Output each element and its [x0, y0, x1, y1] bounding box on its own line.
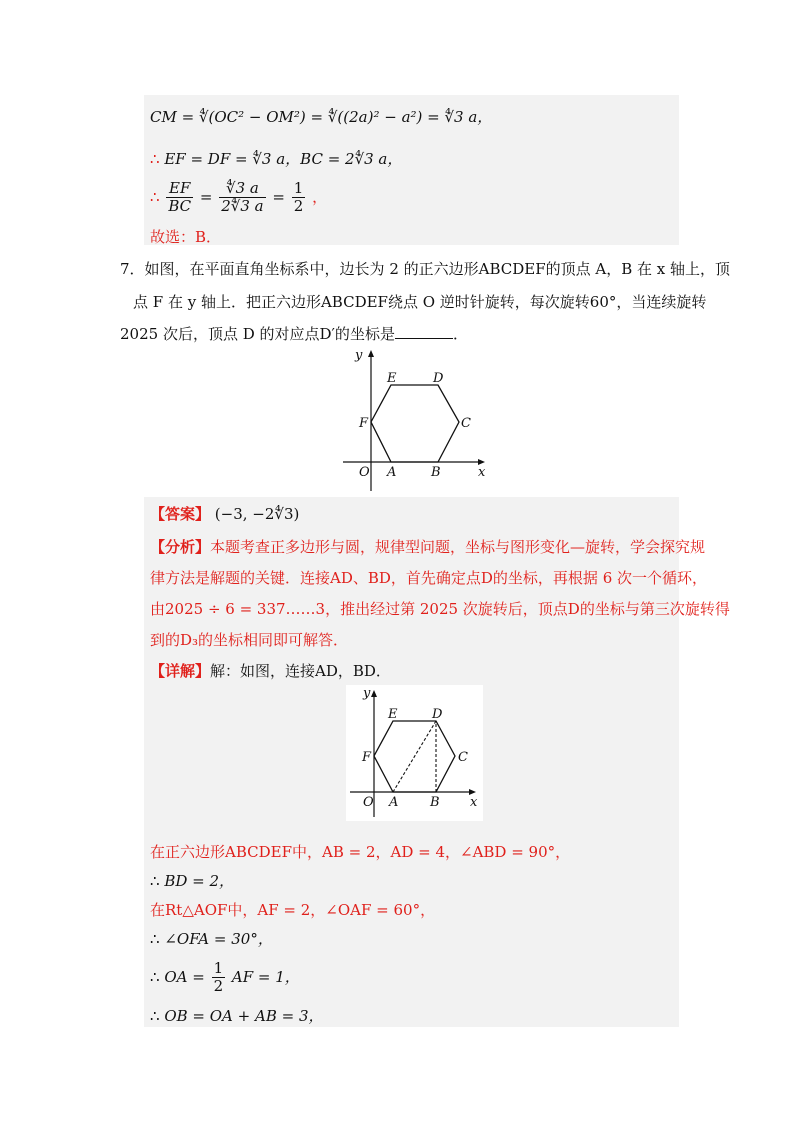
label-c: C	[458, 750, 468, 765]
therefore-symbol: ∴	[150, 1007, 160, 1025]
label-x: x	[470, 795, 478, 810]
detail-tag: 【详解】	[150, 662, 211, 680]
solution-line-cm: CM = ∜(OC² − OM²) = ∜((2a)² − a²) = ∜3 a，	[150, 108, 493, 126]
question-text: 2025 次后，顶点 D 的对应点D′的坐标是	[120, 325, 395, 343]
detail-step-4	[150, 930, 273, 948]
y-axis-arrow	[371, 690, 377, 697]
label-b: B	[431, 465, 441, 480]
analysis-text: 本题考查正多边形与圆，规律型问题，坐标与图形变化—旋转，学会探究规	[210, 538, 706, 556]
equals-sign: =	[199, 187, 213, 206]
detail-intro: 解：如图，连接AD，BD．	[210, 662, 391, 680]
therefore-symbol: ∴	[150, 930, 160, 948]
af-text: AF = 1，	[231, 967, 300, 986]
label-o: O	[363, 795, 374, 810]
solution-line-ef	[150, 150, 402, 168]
detail-step-3: 在Rt△AOF中，AF = 2，∠OAF = 60°，	[150, 901, 436, 919]
label-f: F	[359, 416, 369, 431]
detail-line	[150, 662, 391, 680]
label-y: y	[355, 348, 363, 363]
ef-equation: EF = DF = ∜3 a，BC = 2∜3 a，	[164, 150, 403, 168]
label-b: B	[430, 795, 440, 810]
answer-tag: 【答案】	[150, 505, 211, 523]
detail-step-5	[150, 960, 300, 996]
analysis-line-4: 到的D₃的坐标相同即可解答．	[150, 631, 349, 649]
question-line-2: 点 F 在 y 轴上．把正六边形ABCDEF绕点 O 逆时针旋转，每次旋转60°，当连续旋转	[133, 293, 707, 311]
label-d: D	[432, 707, 443, 722]
bd-equation: BD = 2，	[164, 872, 235, 890]
detail-step-6	[150, 1007, 324, 1025]
answer-blank	[395, 324, 453, 339]
therefore-symbol: ∴	[150, 187, 160, 206]
detail-step-1: 在正六边形ABCDEF中，AB = 2，AD = 4，∠ABD = 90°，	[150, 843, 571, 861]
analysis-line-3: 由2025 ÷ 6 = 337……3，推出经过第 2025 次旋转后，顶点D的坐标与第三次旋转得	[150, 600, 730, 618]
oa-text: OA =	[164, 967, 205, 986]
punctuation: ，	[312, 187, 328, 206]
hexagon	[371, 385, 459, 462]
detail-step-2	[150, 872, 234, 890]
question-line-1: 7．如图，在平面直角坐标系中，边长为 2 的正六边形ABCDEF的顶点 A，B 在 x 轴上，顶	[120, 260, 731, 278]
label-x: x	[478, 465, 486, 480]
therefore-symbol: ∴	[150, 967, 160, 986]
fraction-half: $\frac{1}{2}$	[293, 179, 304, 216]
solution-line-ratio	[150, 180, 327, 216]
analysis-line-1	[150, 538, 705, 556]
question-line-3	[120, 324, 468, 343]
fraction-ef-bc: $\frac{EF}{BC}$	[168, 179, 192, 216]
label-a: A	[389, 795, 399, 810]
punctuation: ．	[452, 325, 468, 343]
label-y: y	[363, 686, 371, 701]
choice-line: 故选：B．	[150, 228, 222, 246]
equals-sign: =	[272, 187, 285, 206]
answer-line	[150, 505, 299, 523]
fraction-half: $\frac{1}{2}$	[213, 959, 224, 996]
hexagon-figure-question	[335, 345, 495, 495]
analysis-line-2: 律方法是解题的关键．连接AD、BD，首先确定点D的坐标，再根据 6 次一个循环，	[150, 569, 708, 587]
label-f: F	[362, 750, 372, 765]
label-e: E	[388, 707, 398, 722]
label-d: D	[433, 371, 444, 386]
ofa-angle: ∠OFA = 30°，	[164, 930, 273, 948]
therefore-symbol: ∴	[150, 150, 160, 168]
answer-value: (−3, −2∜3)	[214, 505, 300, 523]
label-e: E	[387, 371, 397, 386]
analysis-tag: 【分析】	[150, 538, 211, 556]
therefore-symbol: ∴	[150, 872, 160, 890]
hexagon-figure-solution	[346, 685, 483, 821]
label-a: A	[387, 465, 397, 480]
label-c: C	[461, 416, 471, 431]
fraction-root: $\frac{∜3 a}{2∜3 a}$	[221, 179, 264, 216]
label-o: O	[359, 465, 370, 480]
y-axis-arrow	[368, 350, 374, 357]
segment-ad	[393, 721, 436, 792]
ob-equation: OB = OA + AB = 3，	[164, 1007, 324, 1025]
